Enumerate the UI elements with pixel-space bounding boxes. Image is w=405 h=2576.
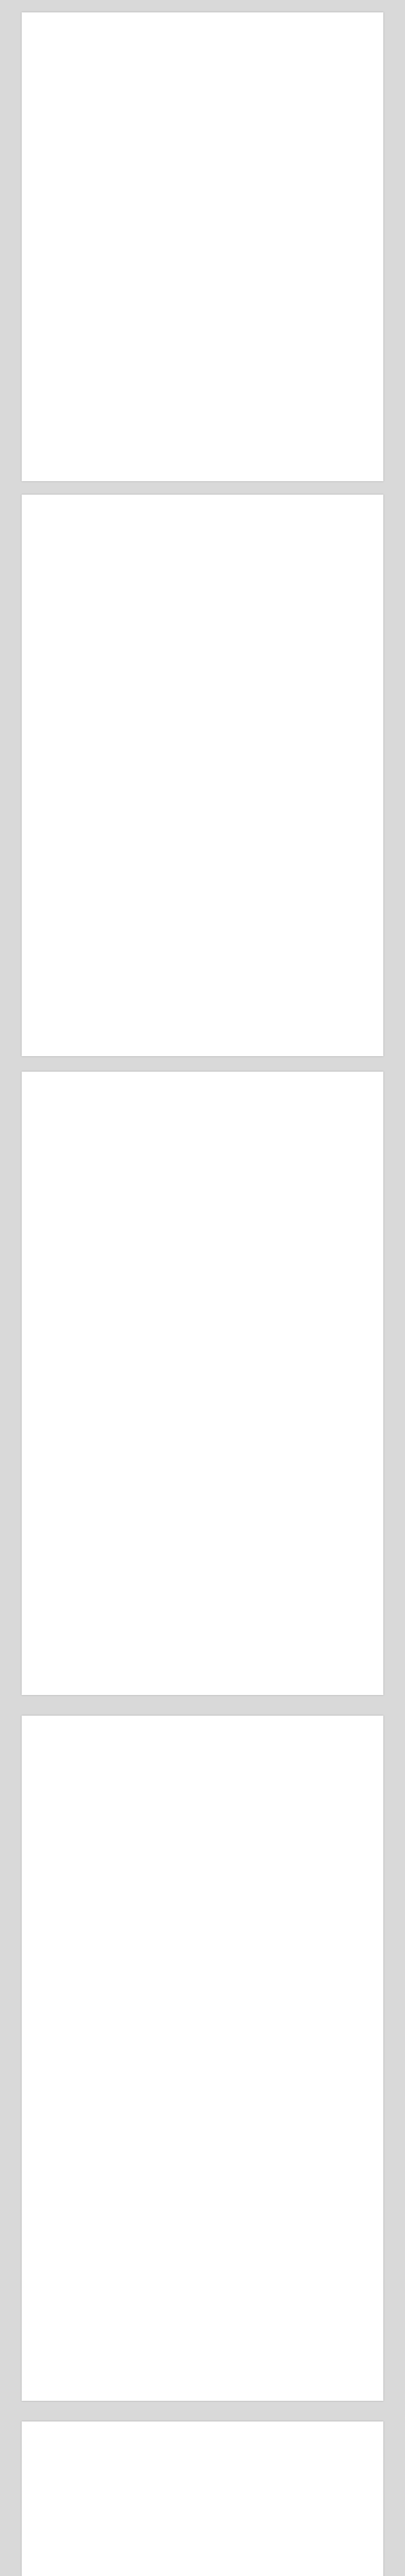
document-page-5 <box>22 2421 383 2576</box>
document-page-2 <box>22 495 383 1056</box>
document-page-3 <box>22 1072 383 1695</box>
document-page-1 <box>22 12 383 481</box>
document-page-4 <box>22 1716 383 2401</box>
